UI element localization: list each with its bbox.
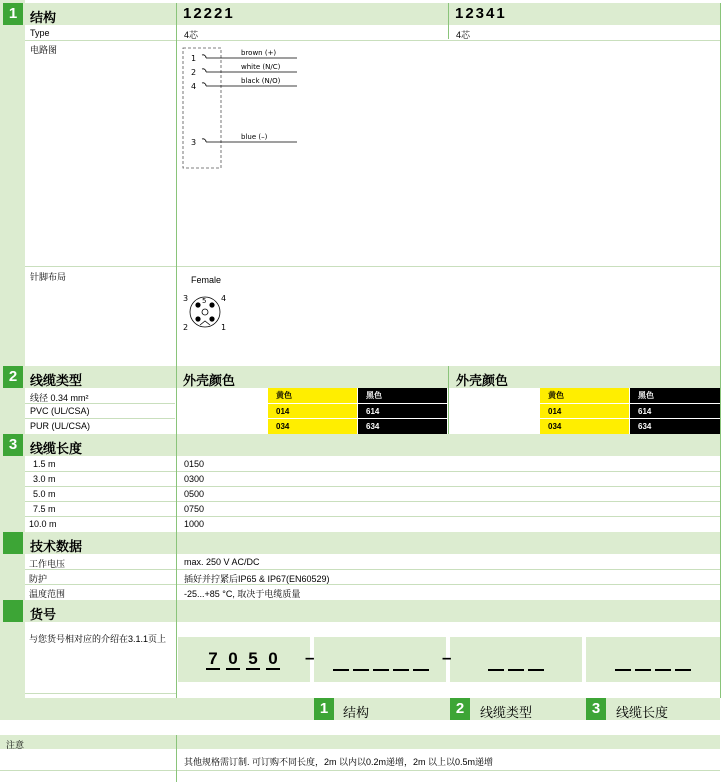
order-blank (488, 669, 504, 671)
divider (25, 471, 720, 472)
divider (25, 486, 720, 487)
column-divider (448, 3, 449, 39)
pinout-pin-3: 3 (183, 294, 189, 303)
code-pur-black-1: 634 (358, 419, 447, 434)
cable-row-label: PUR (UL/CSA) (30, 421, 91, 431)
footer-tab-1-label: 结构 (343, 705, 370, 720)
divider (25, 569, 720, 570)
section-3-number: 3 (8, 436, 18, 453)
tech-value: -25...+85 °C, 取决于电缆质量 (184, 589, 301, 599)
type-col2: 4芯 (456, 30, 471, 40)
section-1-number: 1 (8, 5, 18, 22)
length-label: 10.0 m (29, 519, 57, 529)
order-blank (615, 669, 631, 671)
wire-blue: blue (–) (241, 133, 268, 141)
order-box-cable (450, 637, 582, 682)
tech-header (25, 532, 720, 554)
color-header-yellow-1: 黄色 (268, 388, 357, 403)
type-col1: 4芯 (184, 30, 199, 40)
pinout-pin-4: 4 (221, 294, 227, 303)
code-pvc-black-1: 614 (358, 404, 447, 418)
divider (25, 584, 720, 585)
column-divider (720, 3, 721, 698)
divider (25, 693, 176, 694)
length-label: 1.5 m (33, 459, 56, 469)
divider (25, 40, 720, 41)
pinout-pin-1: 1 (221, 323, 227, 332)
order-blank (528, 669, 544, 671)
section-2-number: 2 (8, 368, 18, 385)
length-code: 1000 (184, 519, 205, 529)
divider (25, 516, 720, 517)
divider (0, 770, 720, 771)
column-1-header: 12221 (183, 5, 235, 22)
section-3-header (25, 434, 720, 456)
length-code: 0750 (184, 504, 205, 514)
order-blank (413, 669, 429, 671)
circuit-label: 电路图 (30, 45, 58, 55)
circuit-pin-2: 2 (191, 68, 197, 77)
section-2-title: 线缆类型 (30, 373, 83, 388)
circuit-pin-1: 1 (191, 54, 197, 63)
pinout-pin-5: 5 (202, 297, 207, 305)
section-2-header (25, 366, 720, 388)
circuit-pin-3: 3 (191, 138, 197, 147)
divider (25, 501, 720, 502)
order-reference: 与您货号相对应的介绍在3.1.1页上 (29, 634, 167, 644)
order-blank (393, 669, 409, 671)
length-code: 0500 (184, 489, 205, 499)
left-strip (0, 0, 25, 698)
length-label: 3.0 m (33, 474, 56, 484)
pinout-label: 针脚布局 (30, 272, 67, 282)
column-2-header: 12341 (455, 5, 507, 22)
code-pur-black-2: 634 (630, 419, 720, 434)
order-blank (333, 669, 349, 671)
order-blank (508, 669, 524, 671)
order-separator: – (442, 648, 452, 667)
pinout-diagram (180, 290, 230, 335)
order-blank (655, 669, 671, 671)
order-blank (635, 669, 651, 671)
tech-badge (3, 532, 23, 554)
order-blank (675, 669, 691, 671)
length-code: 0300 (184, 474, 205, 484)
divider (25, 403, 175, 404)
type-label: Type (30, 28, 50, 38)
order-digit: 0 (266, 650, 280, 670)
column-divider (176, 735, 177, 782)
color-header-black-1: 黑色 (358, 388, 447, 403)
code-pvc-yellow-2: 014 (540, 404, 629, 418)
order-box-base (178, 637, 310, 682)
note-label: 注意 (6, 740, 25, 750)
order-digit: 7 (206, 650, 220, 670)
length-label: 5.0 m (33, 489, 56, 499)
order-separator: – (305, 648, 315, 667)
tech-label: 工作电压 (29, 559, 66, 569)
order-digit: 5 (246, 650, 260, 670)
pinout-gender: Female (191, 275, 222, 285)
divider (25, 266, 720, 267)
code-pvc-black-2: 614 (630, 404, 720, 418)
housing-color-heading-2: 外壳颜色 (456, 373, 509, 388)
order-header (25, 600, 720, 622)
footer-tab-2-label: 线缆类型 (480, 705, 533, 720)
tech-title: 技术数据 (30, 539, 83, 554)
order-blank (373, 669, 389, 671)
order-title: 货号 (30, 607, 57, 622)
footer-tab-3-label: 线缆长度 (616, 705, 669, 720)
cable-row-label: 线径 0.34 mm² (30, 393, 89, 403)
tech-value: max. 250 V AC/DC (184, 557, 260, 567)
section-1-title: 结构 (30, 10, 57, 25)
section-1-header (25, 3, 720, 25)
note-header (0, 735, 720, 749)
section-3-title: 线缆长度 (30, 441, 83, 456)
pinout-pin-2: 2 (183, 323, 189, 332)
length-label: 7.5 m (33, 504, 56, 514)
wire-black: black (N/O) (241, 77, 281, 85)
housing-color-heading-1: 外壳颜色 (183, 373, 236, 388)
column-divider (176, 3, 177, 698)
tech-label: 防护 (29, 574, 48, 584)
color-header-black-2: 黑色 (630, 388, 720, 403)
note-text: 其他规格需订制. 可订购不同长度，2m 以内以0.2m递增，2m 以上以0.5m递增 (184, 757, 494, 767)
order-box-structure (314, 637, 446, 682)
tech-label: 温度范围 (29, 589, 66, 599)
circuit-diagram (180, 44, 310, 174)
cable-row-label: PVC (UL/CSA) (30, 406, 90, 416)
code-pvc-yellow-1: 014 (268, 404, 357, 418)
footer-tab-1-number: 1 (319, 700, 329, 717)
code-pur-yellow-1: 034 (268, 419, 357, 434)
code-pur-yellow-2: 034 (540, 419, 629, 434)
order-badge (3, 600, 23, 622)
order-digit: 0 (226, 650, 240, 670)
tech-value: 插好并拧紧后IP65 & IP67(EN60529) (184, 574, 330, 584)
order-box-length (586, 637, 720, 682)
length-code: 0150 (184, 459, 205, 469)
circuit-pin-4: 4 (191, 82, 197, 91)
footer-tab-2-number: 2 (455, 700, 465, 717)
wire-white: white (N/C) (241, 63, 281, 71)
divider (25, 418, 175, 419)
order-blank (353, 669, 369, 671)
column-divider (448, 366, 449, 434)
color-header-yellow-2: 黄色 (540, 388, 629, 403)
wire-brown: brown (+) (241, 49, 277, 57)
footer-tab-3-number: 3 (591, 700, 601, 717)
